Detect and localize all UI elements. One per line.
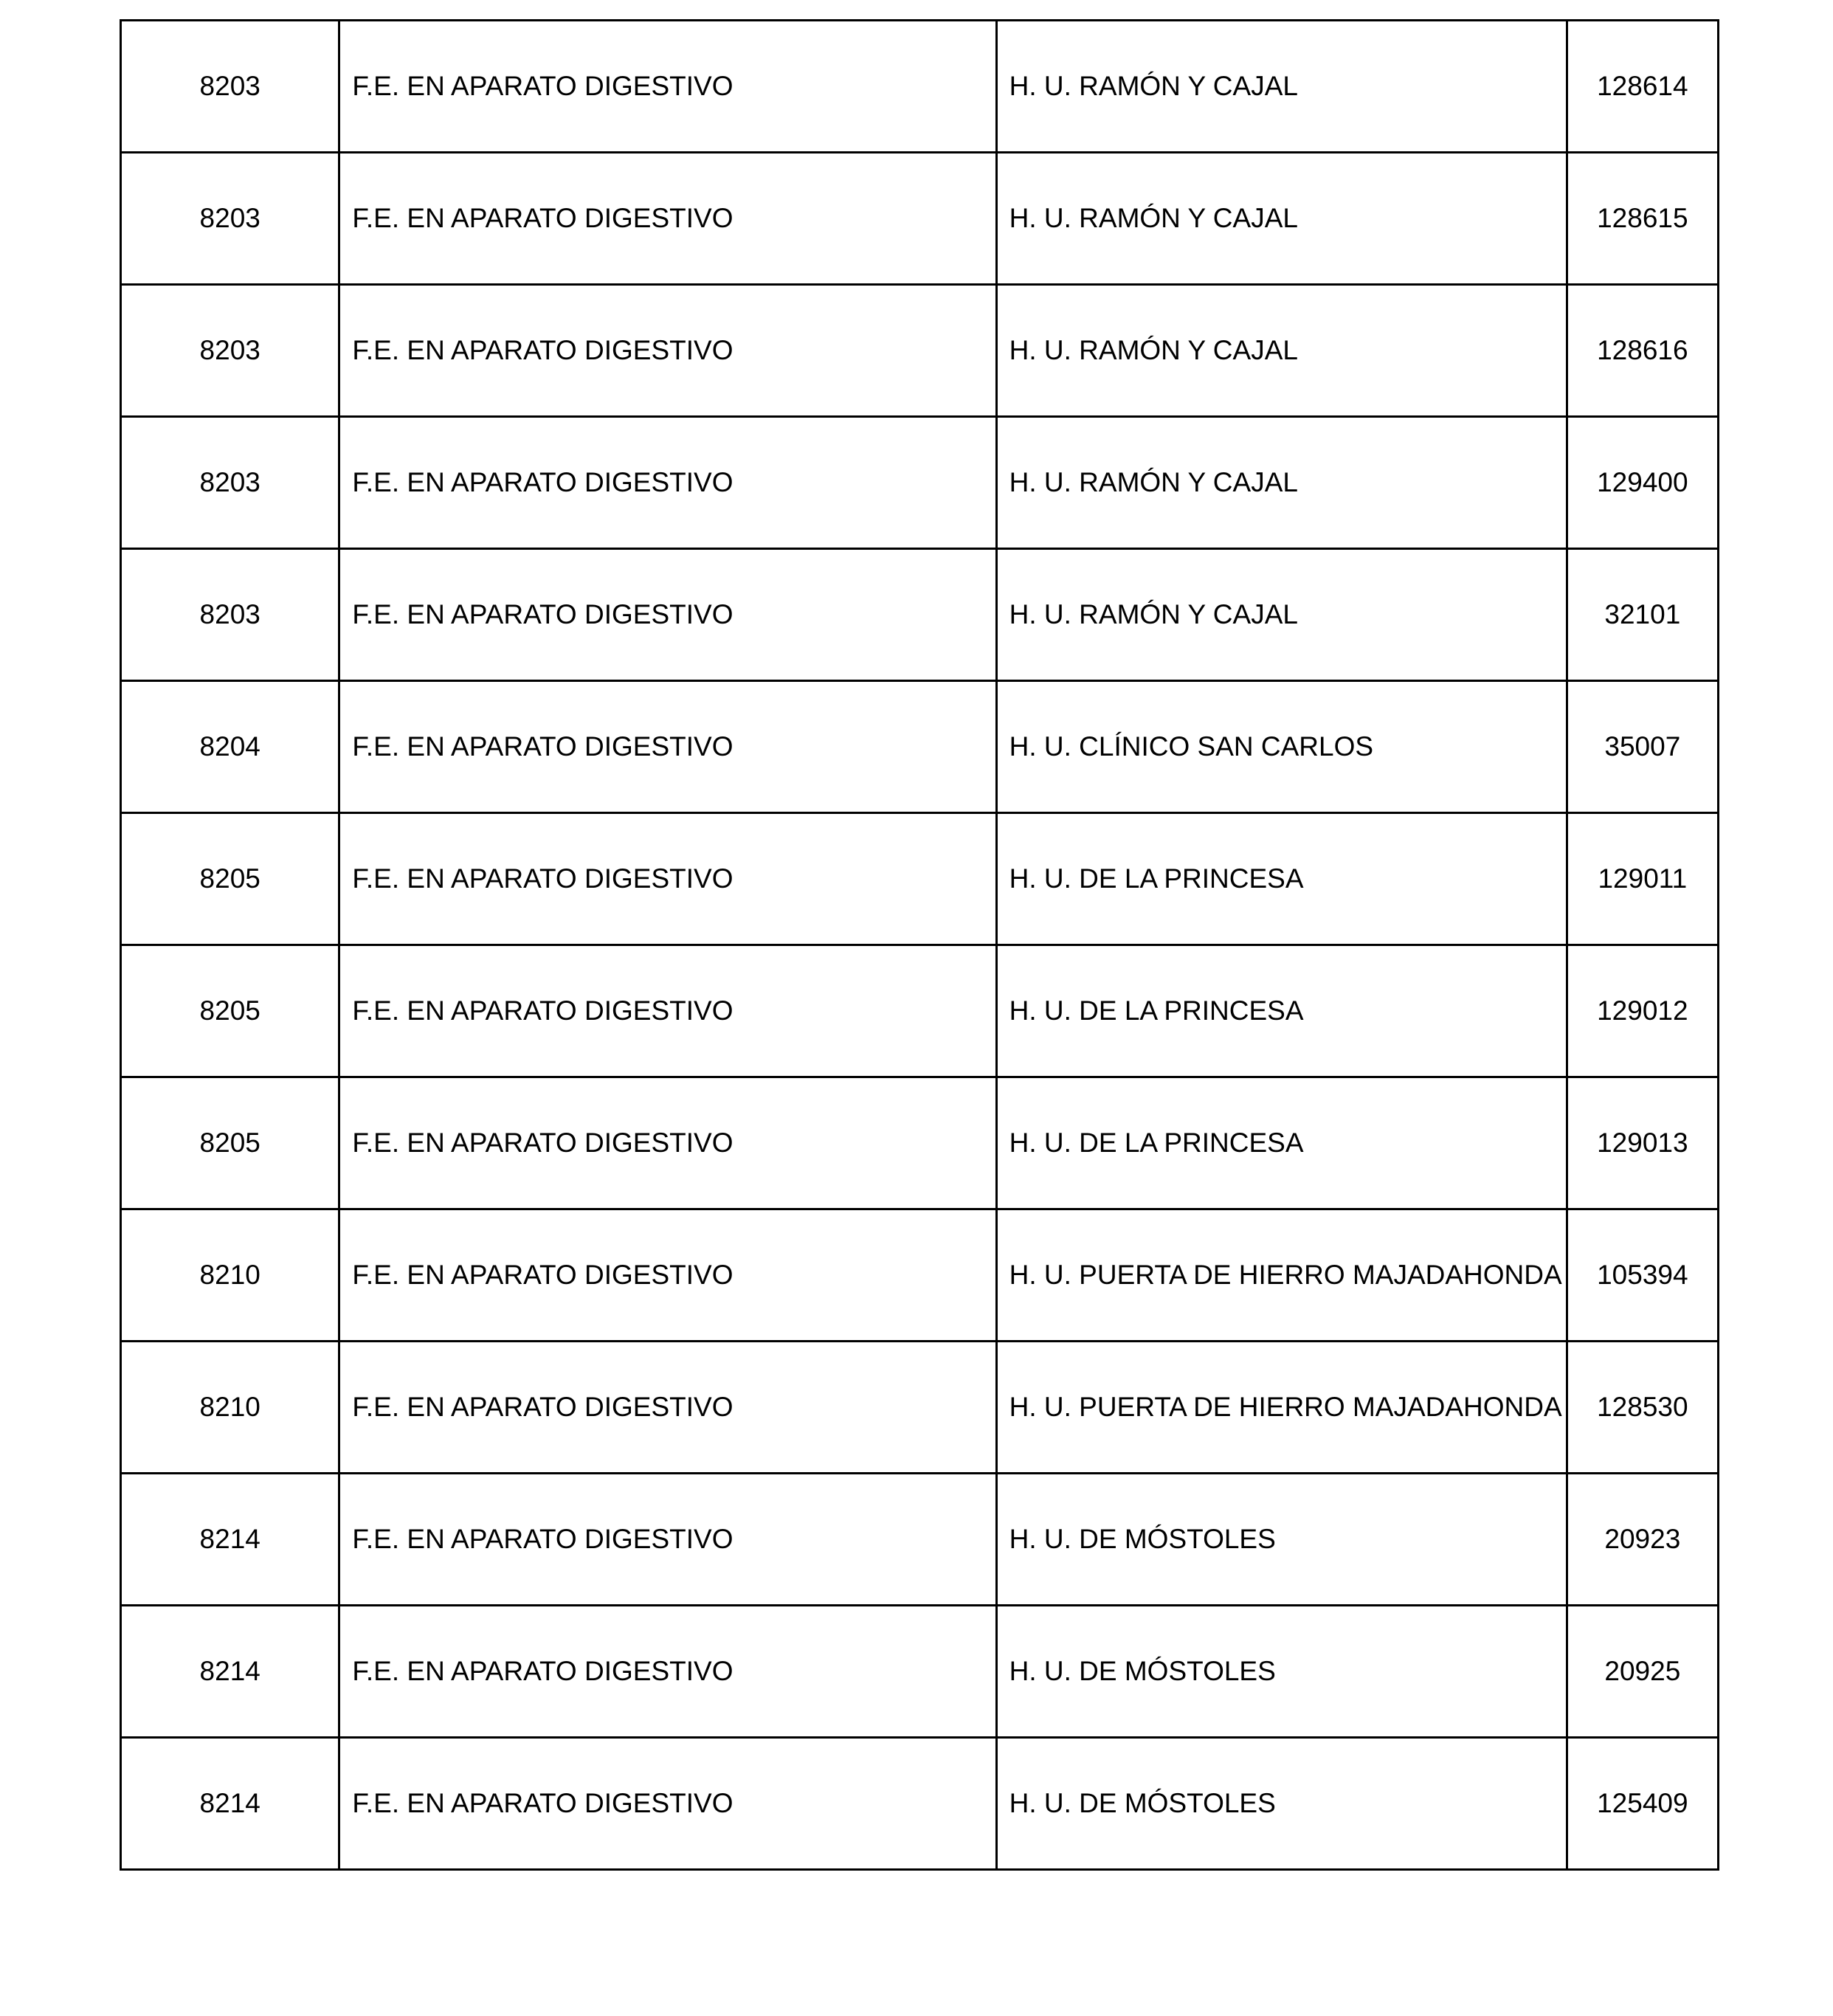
code-cell: 8203	[121, 285, 339, 417]
table-row	[121, 1077, 1719, 1209]
position-number-cell: 128614	[1567, 21, 1718, 153]
specialty-cell: F.E. EN APARATO DIGESTIVO	[339, 153, 996, 285]
position-number-cell: 128615	[1567, 153, 1718, 285]
hospital-cell: H. U. DE MÓSTOLES	[996, 1738, 1567, 1870]
code-cell: 8214	[121, 1738, 339, 1870]
code-cell: 8203	[121, 417, 339, 549]
hospital-cell: H. U. CLÍNICO SAN CARLOS	[996, 681, 1567, 813]
hospital-cell: H. U. DE MÓSTOLES	[996, 1474, 1567, 1606]
code-cell: 8210	[121, 1342, 339, 1474]
position-number-cell: 32101	[1567, 549, 1718, 681]
specialty-cell: F.E. EN APARATO DIGESTIVO	[339, 21, 996, 153]
position-number-cell: 129011	[1567, 813, 1718, 945]
table-row	[121, 1209, 1719, 1342]
position-number-cell: 129013	[1567, 1077, 1718, 1209]
specialty-cell: F.E. EN APARATO DIGESTIVO	[339, 1738, 996, 1870]
table-row	[121, 1342, 1719, 1474]
position-number-cell: 105394	[1567, 1209, 1718, 1342]
position-number-cell: 128530	[1567, 1342, 1718, 1474]
code-cell: 8205	[121, 945, 339, 1077]
table-row	[121, 945, 1719, 1077]
position-number-cell: 128616	[1567, 285, 1718, 417]
hospital-cell: H. U. RAMÓN Y CAJAL	[996, 549, 1567, 681]
hospital-cell: H. U. PUERTA DE HIERRO MAJADAHONDA	[996, 1209, 1567, 1342]
position-number-cell: 20923	[1567, 1474, 1718, 1606]
specialty-cell: F.E. EN APARATO DIGESTIVO	[339, 1606, 996, 1738]
specialty-cell: F.E. EN APARATO DIGESTIVO	[339, 813, 996, 945]
hospital-cell: H. U. RAMÓN Y CAJAL	[996, 417, 1567, 549]
positions-table	[120, 19, 1719, 1871]
table-row	[121, 681, 1719, 813]
code-cell: 8205	[121, 813, 339, 945]
specialty-cell: F.E. EN APARATO DIGESTIVO	[339, 285, 996, 417]
code-cell: 8203	[121, 549, 339, 681]
table-row	[121, 21, 1719, 153]
code-cell: 8203	[121, 153, 339, 285]
position-number-cell: 20925	[1567, 1606, 1718, 1738]
specialty-cell: F.E. EN APARATO DIGESTIVO	[339, 681, 996, 813]
position-number-cell: 129012	[1567, 945, 1718, 1077]
specialty-cell: F.E. EN APARATO DIGESTIVO	[339, 1077, 996, 1209]
position-number-cell: 35007	[1567, 681, 1718, 813]
code-cell: 8214	[121, 1474, 339, 1606]
specialty-cell: F.E. EN APARATO DIGESTIVO	[339, 549, 996, 681]
table-row	[121, 549, 1719, 681]
code-cell: 8214	[121, 1606, 339, 1738]
position-number-cell: 129400	[1567, 417, 1718, 549]
table-row	[121, 285, 1719, 417]
specialty-cell: F.E. EN APARATO DIGESTIVO	[339, 945, 996, 1077]
table-body	[121, 21, 1719, 1870]
code-cell: 8210	[121, 1209, 339, 1342]
specialty-cell: F.E. EN APARATO DIGESTIVO	[339, 1209, 996, 1342]
hospital-cell: H. U. RAMÓN Y CAJAL	[996, 21, 1567, 153]
table-row	[121, 1474, 1719, 1606]
specialty-cell: F.E. EN APARATO DIGESTIVO	[339, 417, 996, 549]
code-cell: 8205	[121, 1077, 339, 1209]
hospital-cell: H. U. DE LA PRINCESA	[996, 945, 1567, 1077]
specialty-cell: F.E. EN APARATO DIGESTIVO	[339, 1474, 996, 1606]
table-row	[121, 1738, 1719, 1870]
table-row	[121, 153, 1719, 285]
position-number-cell: 125409	[1567, 1738, 1718, 1870]
table-row	[121, 1606, 1719, 1738]
table-row	[121, 417, 1719, 549]
specialty-cell: F.E. EN APARATO DIGESTIVO	[339, 1342, 996, 1474]
hospital-cell: H. U. RAMÓN Y CAJAL	[996, 285, 1567, 417]
hospital-cell: H. U. DE MÓSTOLES	[996, 1606, 1567, 1738]
table-row	[121, 813, 1719, 945]
hospital-cell: H. U. PUERTA DE HIERRO MAJADAHONDA	[996, 1342, 1567, 1474]
hospital-cell: H. U. DE LA PRINCESA	[996, 813, 1567, 945]
code-cell: 8204	[121, 681, 339, 813]
hospital-cell: H. U. DE LA PRINCESA	[996, 1077, 1567, 1209]
hospital-cell: H. U. RAMÓN Y CAJAL	[996, 153, 1567, 285]
code-cell: 8203	[121, 21, 339, 153]
